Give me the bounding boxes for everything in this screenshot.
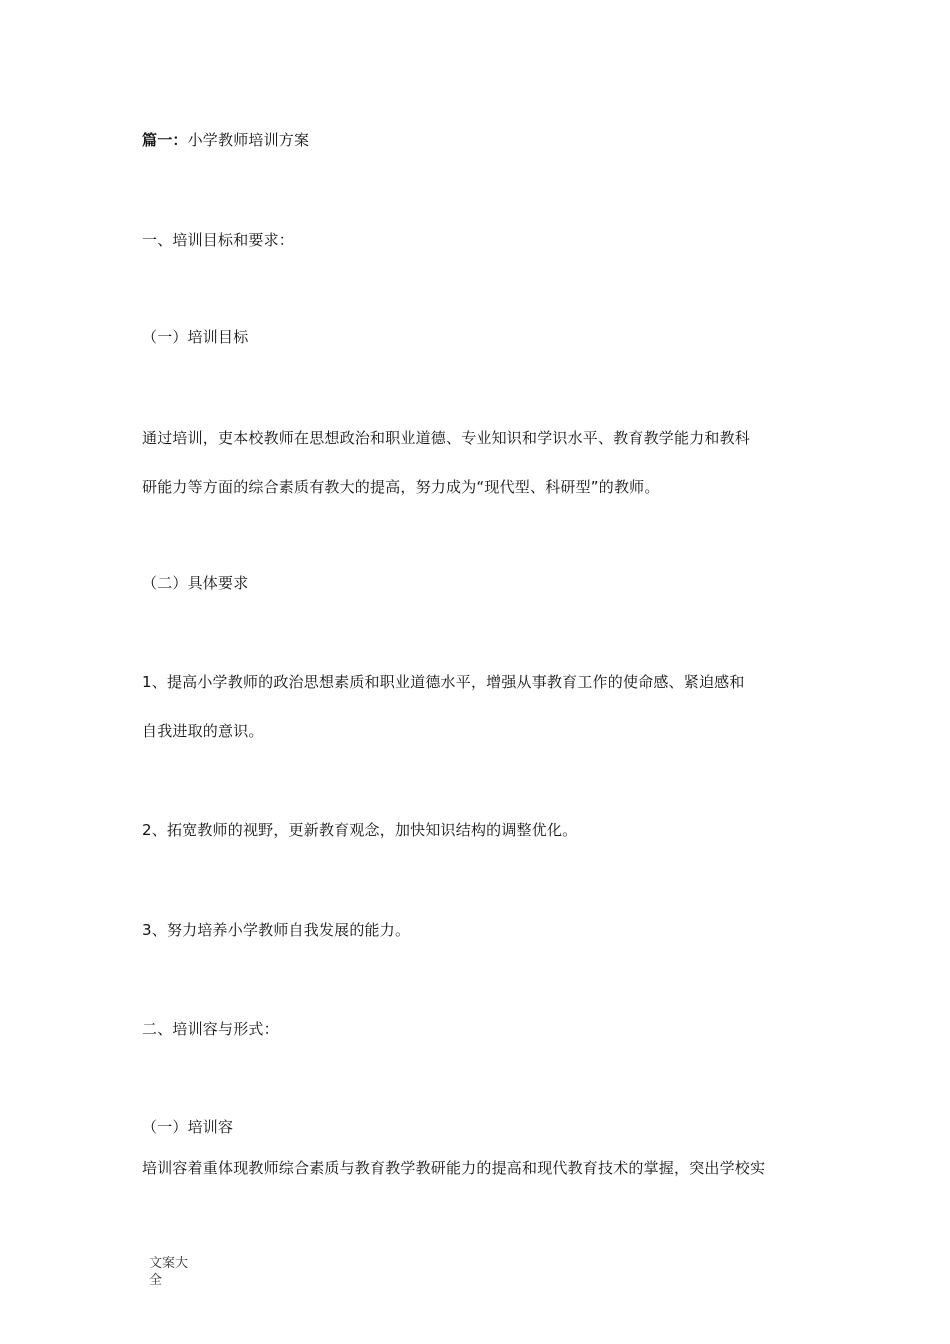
subsection-heading-1-2: （二）具体要求 <box>142 574 249 592</box>
section-heading-2: 二、培训容与形式： <box>142 1020 279 1038</box>
page-footer <box>149 1255 199 1289</box>
list-item-3: 3、努力培养小学教师自我发展的能力。 <box>142 921 411 939</box>
list-item-1: 1、提高小学教师的政治思想素质和职业道德水平，增强从事教育工作的使命感、紧迫感和 <box>142 673 745 691</box>
paragraph-line: 通过培训，吏本校教师在思想政治和职业道德、专业知识和学识水平、教育教学能力和教科 <box>142 429 751 447</box>
list-item-1-cont: 自我进取的意识。 <box>142 722 264 740</box>
subsection-heading-2-1: （一）培训容 <box>142 1118 234 1136</box>
title-text: 小学教师培训方案 <box>187 131 310 149</box>
subsection-heading-1-1: （一）培训目标 <box>142 328 249 346</box>
title-prefix: 篇一： <box>142 131 188 149</box>
footer-line: 全 <box>149 1273 163 1288</box>
paragraph-line: 培训容着重体现教师综合素质与教育教学教研能力的提高和现代教育技术的掌握，突出学校实 <box>142 1159 766 1177</box>
footer-line: 文案大 <box>149 1256 189 1271</box>
paragraph-line: 研能力等方面的综合素质有教大的提高，努力成为“现代型、科研型”的教师。 <box>142 478 660 496</box>
document-title <box>142 130 309 150</box>
section-heading-1: 一、培训目标和要求： <box>142 231 295 249</box>
list-item-2: 2、拓宽教师的视野，更新教育观念，加快知识结构的调整优化。 <box>142 821 578 839</box>
